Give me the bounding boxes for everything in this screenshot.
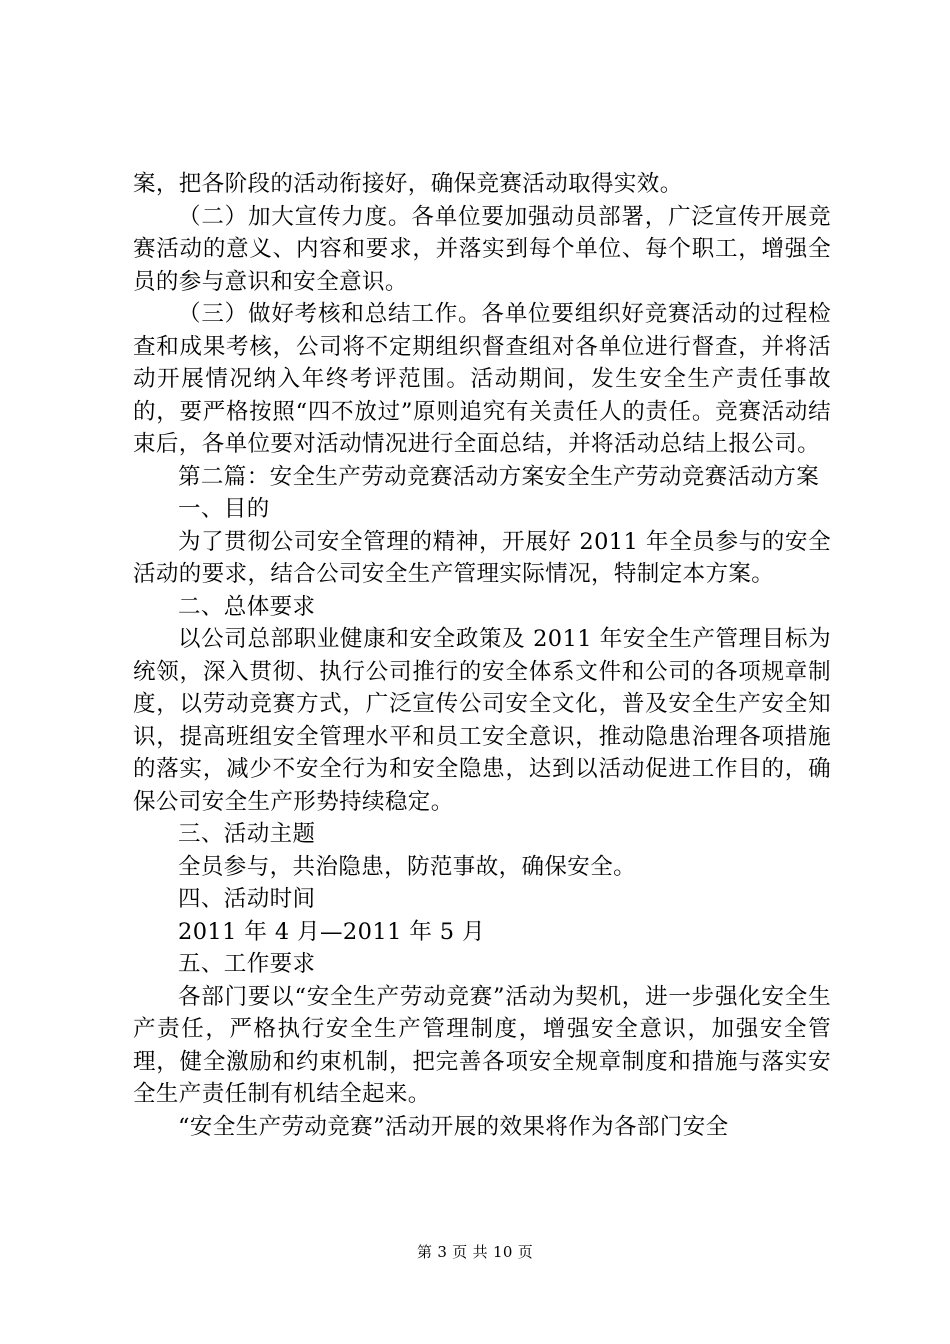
section-heading-purpose: 一、目的 — [178, 496, 270, 522]
paragraph-effect: “安全生产劳动竞赛”活动开展的效果将作为各部门安全 — [178, 1113, 729, 1140]
paragraph-requirements: 以公司总部职业健康和安全政策及 2011 年安全生产管理目标为统领，深入贯彻、执行公司推行的安全体系文件和公司的各项规章制度，以劳动竞赛方式，广泛宣传公司安全文化，普及安全生产安全知识，提高班组安全管理水平和员工安全意识，推动隐患治理各项措施的落实，减少不安全行为和安全隐患，达到以活动促进工作目的，确保公司安全生产形势持续稳定。 — [133, 626, 831, 815]
section-heading-time: 四、活动时间 — [178, 886, 316, 912]
paragraph-1: 案，把各阶段的活动衔接好，确保竞赛活动取得实效。 — [133, 171, 683, 197]
paragraph-time: 2011 年 4 月—2011 年 5 月 — [178, 918, 485, 945]
section-heading-requirements: 二、总体要求 — [178, 593, 316, 620]
section-heading-work-requirements: 五、工作要求 — [178, 951, 316, 977]
paragraph-3: （三）做好考核和总结工作。各单位要组织好竞赛活动的过程检查和成果考核，公司将不定期组织督查组对各单位进行督查，并将活动开展情况纳入年终考评范围。活动期间，发生安全生产责任事故的，要严格按照“四不放过”原则追究有关责任人的责任。竞赛活动结束后，各单位要对活动情况进行全面总结，并将活动总结上报公司。 — [133, 301, 831, 457]
page-number-footer: 第 3 页 共 10 页 — [416, 1243, 534, 1261]
paragraph-2: （二）加大宣传力度。各单位要加强动员部署，广泛宣传开展竞赛活动的意义、内容和要求，并落实到每个单位、每个职工，增强全员的参与意识和安全意识。 — [133, 203, 831, 295]
paragraph-work-requirements: 各部门要以“安全生产劳动竞赛”活动为契机，进一步强化安全生产责任，严格执行安全生产管理制度，增强安全意识，加强安全管理，健全激励和约束机制，把完善各项安全规章制度和措施与落实安全生产责任制有机结全起来。 — [133, 983, 831, 1107]
section-heading-theme: 三、活动主题 — [178, 821, 316, 847]
paragraph-purpose: 为了贯彻公司安全管理的精神，开展好 2011 年全员参与的安全活动的要求，结合公司安全生产管理实际情况，特制定本方案。 — [133, 528, 831, 587]
section-heading-chapter-2: 第二篇：安全生产劳动竞赛活动方案安全生产劳动竞赛活动方案 — [178, 463, 820, 490]
document-body — [133, 168, 831, 1143]
paragraph-theme: 全员参与，共治隐患，防范事故，确保安全。 — [178, 853, 637, 880]
